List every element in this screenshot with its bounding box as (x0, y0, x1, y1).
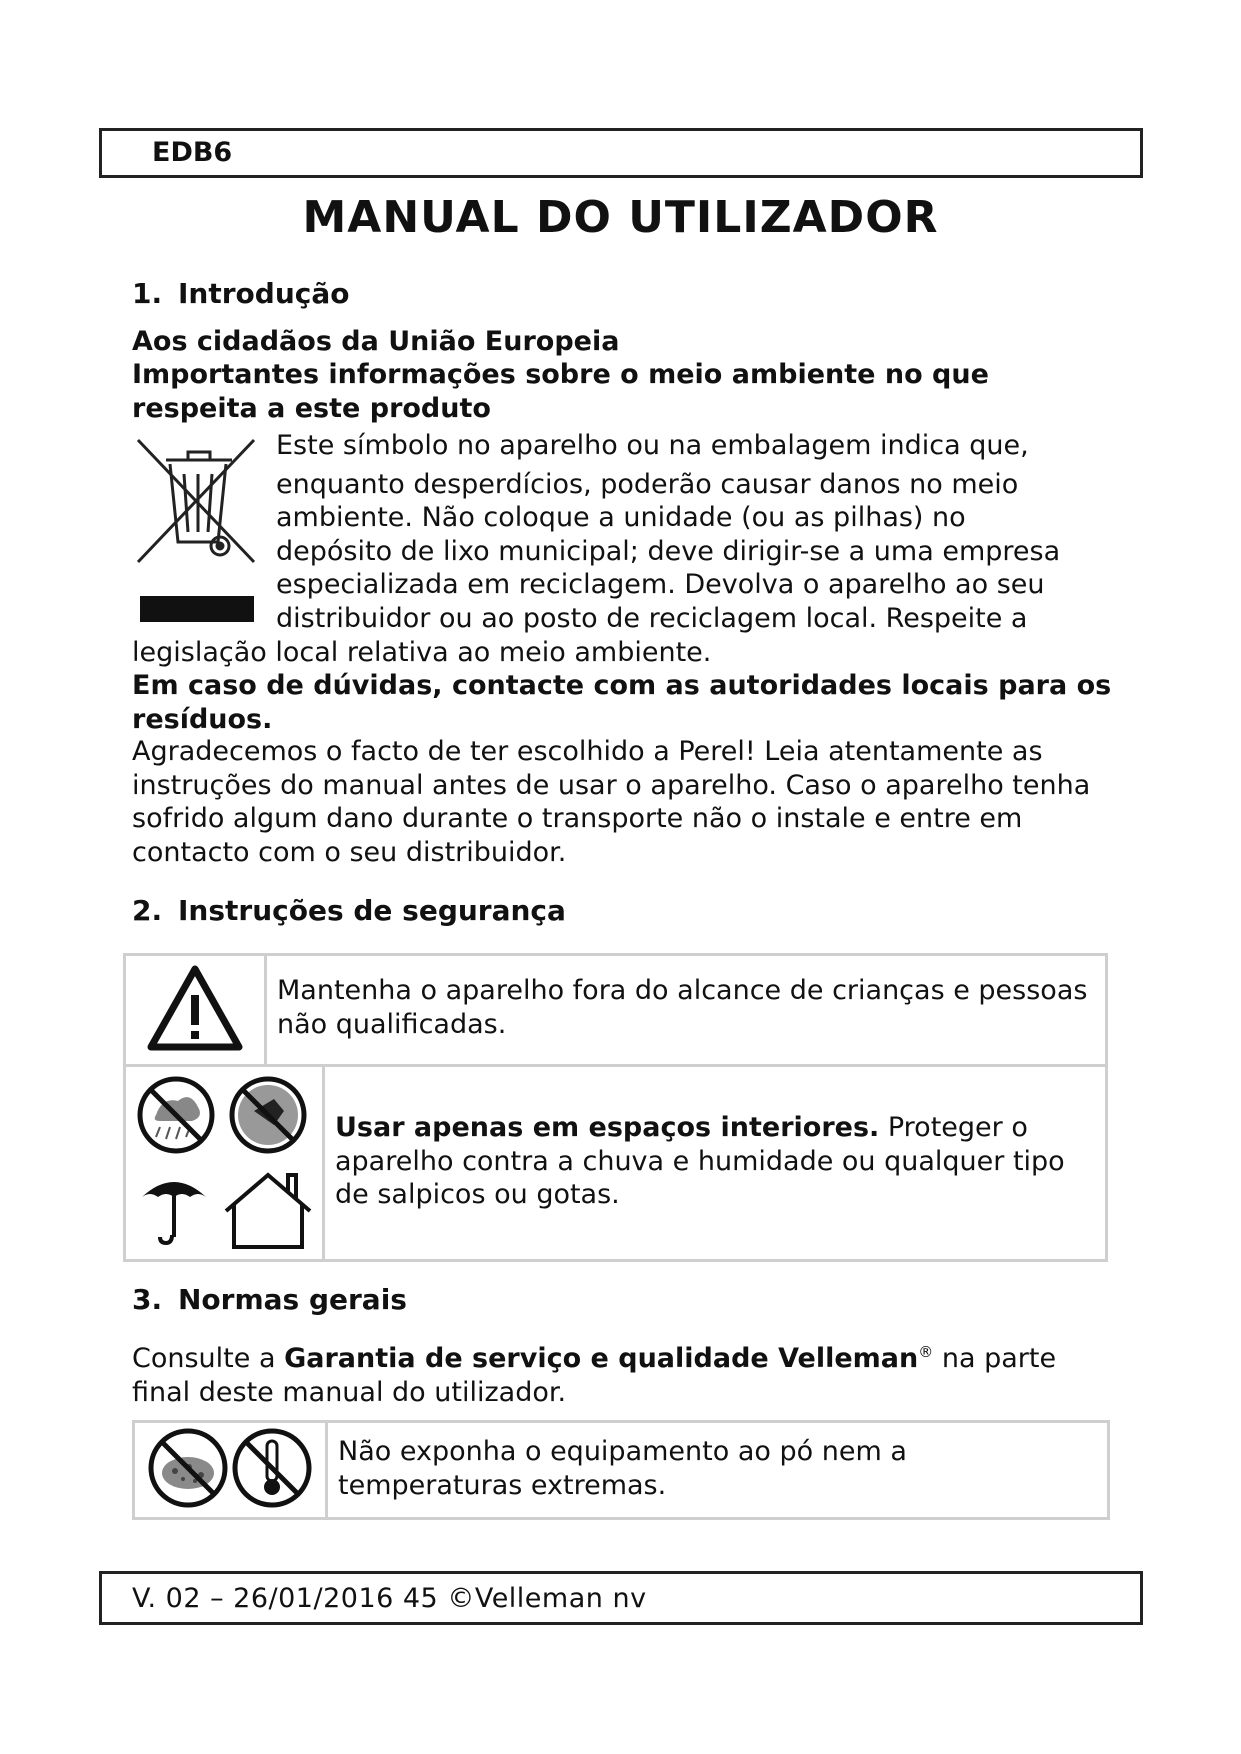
warning-triangle-icon (145, 963, 245, 1053)
section-1-heading (132, 277, 350, 310)
model-code: EDB6 (152, 137, 233, 168)
indoor-use-bold: Usar apenas em espaços interiores. (335, 1112, 880, 1143)
umbrella-icon (142, 1182, 206, 1243)
safety-table-1 (123, 953, 1108, 1067)
warranty-post: na parte final deste manual do utilizador. (132, 1343, 1057, 1408)
text-cell (266, 955, 1107, 1066)
footer-text: V. 02 – 26/01/2016 45 ©Velleman nv (132, 1583, 647, 1614)
header-box (99, 128, 1143, 178)
table-row (125, 1066, 1107, 1261)
warranty-paragraph (132, 1336, 1112, 1409)
keep-away-text: Mantenha o aparelho fora do alcance de crianças e pessoas não qualificadas. (277, 975, 1088, 1040)
weee-last-line: legislação local relativa ao meio ambiente. (132, 637, 712, 668)
weee-line: distribuidor ou ao posto de reciclagem local. Respeite a (276, 602, 1028, 634)
section-2-title: Instruções de segurança (178, 894, 566, 927)
table-row (134, 1422, 1109, 1519)
warranty-pre: Consulte a (132, 1343, 285, 1374)
text-cell (327, 1422, 1109, 1519)
weee-line: Este símbolo no aparelho ou na embalagem indica que, (276, 430, 1029, 461)
icon-cell (125, 955, 266, 1066)
thanks-paragraph: Agradecemos o facto de ter escolhido a Perel! Leia atentamente as instruções do manual antes de usar o aparelho. Caso o aparelho tenha sofrido algum dano durante o transporte não o instale e entre em contacto com o seu distribuidor. (132, 736, 1091, 868)
section-1-title: Introdução (178, 277, 350, 310)
indoor-use-icons (134, 1071, 314, 1251)
no-dust-icon (151, 1431, 225, 1505)
weee-line: enquanto desperdícios, poderão causar danos no meio (276, 468, 1019, 500)
section-2-heading (132, 894, 566, 927)
section-3-heading (132, 1283, 407, 1316)
section-3-title: Normas gerais (178, 1283, 407, 1316)
no-rain-icon (140, 1079, 212, 1151)
weee-line: especializada em reciclagem. Devolva o aparelho ao seu (276, 569, 1045, 600)
eu-heading: Aos cidadãos da União Europeia (132, 326, 620, 357)
icon-cell (134, 1422, 327, 1519)
no-extreme-temperature-icon (235, 1431, 309, 1505)
footer-box (99, 1571, 1143, 1625)
table-row (125, 955, 1107, 1066)
safety-table-3 (132, 1420, 1110, 1520)
no-water-splash-icon (232, 1079, 304, 1151)
text-cell (324, 1066, 1107, 1261)
section-3-number: 3. (132, 1283, 163, 1316)
safety-table-2 (123, 1064, 1108, 1262)
weee-line: depósito de lixo municipal; deve dirigir-se a uma empresa (276, 535, 1061, 567)
house-icon (226, 1175, 310, 1247)
dust-temperature-text: Não exponha o equipamento ao pó nem a temperaturas extremas. (338, 1436, 907, 1501)
env-heading: Importantes informações sobre o meio ambiente no que respeita a este produto (132, 359, 989, 424)
icon-cell (125, 1066, 324, 1261)
section-2-number: 2. (132, 894, 163, 927)
weee-line: ambiente. Não coloque a unidade (ou as pilhas) no (276, 502, 966, 533)
no-dust-no-temperature-icons (145, 1425, 315, 1511)
weee-bin-icon (132, 432, 260, 632)
indoor-use-text (325, 1067, 1105, 1222)
section-1-number: 1. (132, 277, 163, 310)
warranty-bold: Garantia de serviço e qualidade Velleman (284, 1343, 919, 1374)
registered-mark: ® (918, 1343, 934, 1361)
indoor-use-rest: Proteger o aparelho contra a chuva e humidade ou qualquer tipo de salpicos ou gotas. (335, 1112, 1065, 1210)
page-title: MANUAL DO UTILIZADOR (302, 192, 939, 243)
doubts-paragraph: Em caso de dúvidas, contacte com as autoridades locais para os resíduos. (132, 670, 1112, 735)
weee-text (276, 429, 1116, 635)
